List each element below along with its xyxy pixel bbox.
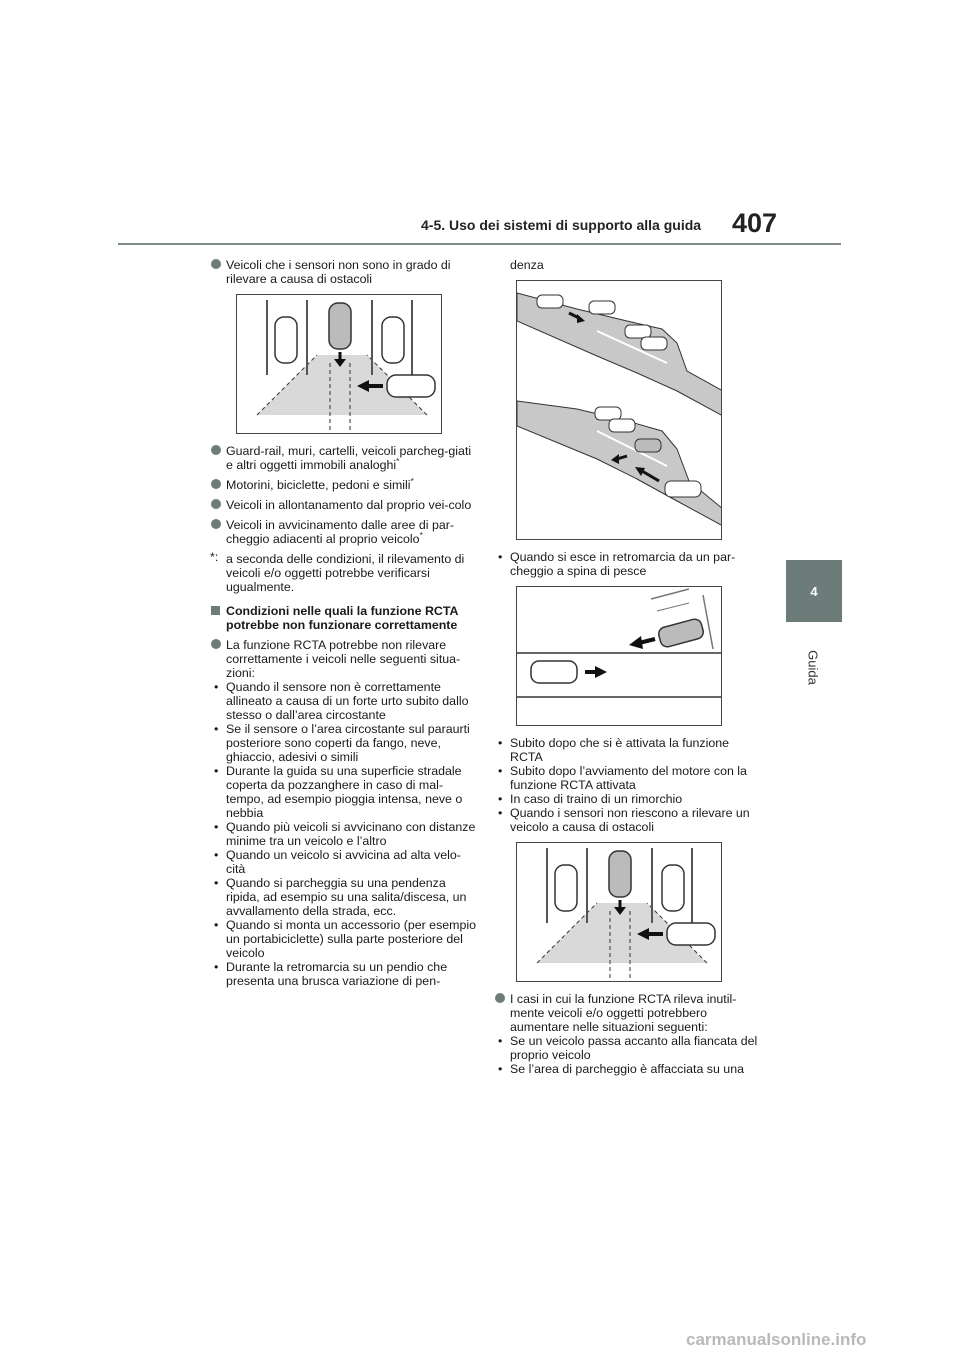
bullet-text: Motorini, biciclette, pedoni e simili (226, 478, 411, 492)
sub-list-item: • Quando i sensori non riescono a rilevare un veicolo a causa di ostacoli (494, 806, 764, 834)
bullet-icon (495, 993, 505, 1003)
chapter-tab (786, 560, 842, 622)
list-item (210, 444, 480, 472)
footnote-asterisk: * (410, 476, 414, 486)
sub-list-item: • Quando si parcheggia su una pendenza ripida, ad esempio su una salita/discesa, un avvallamento della strada, ecc. (210, 876, 480, 918)
footnote-asterisk: * (396, 456, 400, 466)
parking-obstacle-illustration (236, 294, 442, 434)
list-item (494, 992, 764, 1034)
bullet-text: I casi in cui la funzione RCTA rileva inutil-mente veicoli e/o oggetti potrebbero aumentare nelle situazioni seguenti: (510, 992, 737, 1034)
page-number: 407 (732, 208, 778, 238)
list-item (210, 478, 480, 492)
sub-list-item: • Se un veicolo passa accanto alla fiancata del proprio veicolo (494, 1034, 764, 1062)
bullet-text: Veicoli in avvicinamento dalle aree di par-cheggio adiacenti al proprio veicolo (226, 518, 454, 546)
sub-list-item: • Subito dopo l’avviamento del motore con la funzione RCTA attivata (494, 764, 764, 792)
bullet-icon (211, 445, 221, 455)
parking-obstacle-svg (237, 295, 442, 434)
bullet-text: Guard-rail, muri, cartelli, veicoli parcheg-giati e altri oggetti immobili analoghi (226, 444, 472, 472)
left-column (210, 258, 480, 988)
sub-list-item: • Quando il sensore non è correttamente allineato a causa di un forte urto subito dallo stesso o dall’area circostante (210, 680, 480, 722)
list-item (210, 518, 480, 546)
watermark: carmanualsonline.info (686, 1330, 867, 1349)
parking-obstacle-svg-2 (517, 843, 722, 982)
section-title: Condizioni nelle quali la funzione RCTA potrebbe non funzionare correttamente (226, 604, 458, 632)
sub-list-item: • Durante la guida su una superficie stradale coperta da pozzanghere in caso di mal-tempo, ad esempio pioggia intensa, neve o nebbia (210, 764, 480, 820)
sub-list-item: • Se il sensore o l’area circostante sul paraurti posteriore sono coperti da fango, neve, ghiaccio, adesivi o simili (210, 722, 480, 764)
sub-list-item: • Se l’area di parcheggio è affacciata su una (494, 1062, 764, 1076)
right-column (494, 258, 764, 1076)
footnote-asterisk: * (419, 530, 423, 540)
herringbone-parking-svg (517, 587, 722, 726)
bullet-icon (211, 259, 221, 269)
sub-list-item: • Quando più veicoli si avvicinano con distanze minime tra un veicolo e l’altro (210, 820, 480, 848)
sub-list-item: • Quando un veicolo si avvicina ad alta velo-cità (210, 848, 480, 876)
list-item (210, 498, 480, 512)
list-item (210, 638, 480, 680)
parking-obstacle-illustration-2 (516, 842, 722, 982)
herringbone-parking-illustration (516, 586, 722, 726)
sub-list (494, 1034, 764, 1076)
slope-road-svg (517, 281, 722, 540)
bullet-text: Veicoli che i sensori non sono in grado di rilevare a causa di ostacoli (226, 258, 451, 286)
sub-list-item: • Durante la retromarcia su un pendio che presenta una brusca variazione di pen- (210, 960, 480, 988)
chapter-label: Guida (805, 650, 821, 685)
list-item (210, 258, 480, 286)
sub-list-item: • Subito dopo che si è attivata la funzione RCTA (494, 736, 764, 764)
sub-list (494, 736, 764, 834)
bullet-text: Veicoli in allontanamento dal proprio vei-colo (226, 498, 472, 512)
sub-list (210, 680, 480, 988)
slope-road-illustration (516, 280, 722, 540)
sub-list-item: • Quando si esce in retromarcia da un par-cheggio a spina di pesce (494, 550, 764, 578)
bullet-icon (211, 519, 221, 529)
section-heading (210, 604, 480, 632)
bullet-icon (211, 639, 221, 649)
section-header-title: 4-5. Uso dei sistemi di supporto alla guida (421, 217, 702, 233)
bullet-icon (211, 479, 221, 489)
chapter-number: 4 (810, 583, 818, 599)
bullet-icon (211, 499, 221, 509)
sub-list-item: • In caso di traino di un rimorchio (494, 792, 764, 806)
section-square-icon (211, 606, 220, 615)
header-divider (118, 243, 841, 245)
bullet-text: La funzione RCTA potrebbe non rilevare correttamente i veicoli nelle seguenti situa-zioni: (226, 638, 461, 680)
continuation-text: denza (510, 258, 544, 272)
sub-list-item: • Quando si monta un accessorio (per esempio un portabiciclette) sulla parte posteriore del veicolo (210, 918, 480, 960)
footnote (210, 552, 480, 594)
footnote-text: a seconda delle condizioni, il rilevamento di veicoli e/o oggetti potrebbe verificarsi ugualmente. (226, 552, 465, 594)
footnote-mark: *: (210, 550, 219, 564)
